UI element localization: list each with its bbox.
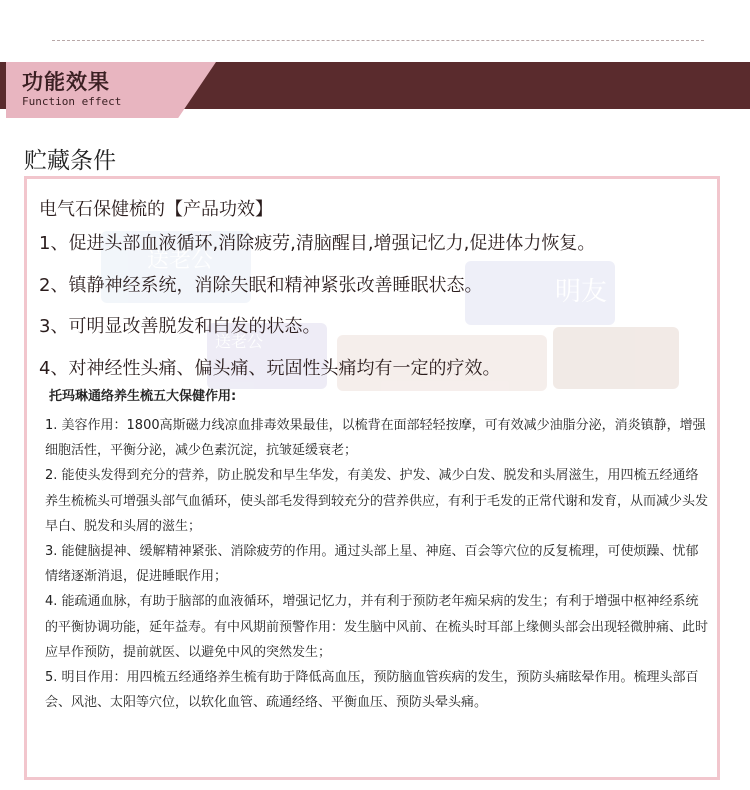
watermark-label: 送老公 [215, 332, 264, 351]
header-subtitle: Function effect [22, 95, 122, 108]
top-divider [52, 40, 704, 41]
list-item: 4、对神经性头痛、偏头痛、玩固性头痛均有一定的疗效。 [39, 357, 501, 379]
paragraph: 1. 美容作用：1800高斯磁力线凉血排毒效果最佳，以梳背在面部轻轻按摩，可有效减少油脂分泌，消炎镇静，增强细胞活性，平衡分泌，减少色素沉淀，抗皱延缓衰老； [45, 418, 706, 459]
paragraph: 3. 能健脑提神、缓解精神紧张、消除疲劳的作用。通过头部上星、神庭、百会等穴位的反复梳理，可使烦躁、忧郁情绪逐渐消退，促进睡眠作用； [45, 544, 699, 585]
paragraph: 5. 明目作用：用四梳五经通络养生梳有助于降低高血压，预防脑血管疾病的发生，预防头痛眩晕作用。梳理头部百会、风池、太阳等穴位，以软化血管、疏通经络、平衡血压、预防头晕头痛。 [45, 670, 699, 711]
list-item: 3、可明显改善脱发和白发的状态。 [39, 316, 321, 337]
main-effects-list [39, 233, 595, 399]
list-item: 1、促进头部血液循环,消除疲劳,清脑醒目,增强记忆力,促进体力恢复。 [39, 233, 596, 254]
watermark-label: 送老公 [147, 248, 214, 273]
header-title: 功能效果 [22, 70, 110, 94]
content-box [24, 176, 720, 780]
section-heading: 贮藏条件 [24, 148, 116, 174]
sub-title: 托玛琳通络养生梳五大保健作用: [49, 389, 237, 404]
watermark-label: 明友 [555, 277, 608, 307]
paragraph: 2. 能使头发得到充分的营养，防止脱发和早生华发，有美发、护发、减少白发、脱发和头屑滋生，用四梳五经通络养生梳梳头可增强头部气血循环，使头部毛发得到较充分的营养供应，有利于毛发的正常代谢和发育，从而减少头发早白、脱发和头屑的滋生； [45, 468, 709, 534]
list-item: 2、镇静神经系统，消除失眠和精神紧张改善睡眠状态。 [39, 274, 483, 296]
body-text [45, 413, 710, 715]
paragraph: 4. 能疏通血脉，有助于脑部的血液循环，增强记忆力，并有利于预防老年痴呆病的发生；有利于增强中枢神经系统的平衡协调功能，延年益寿。有中风期前预警作用：发生脑中风前、在梳头时耳部上缘侧头部会出现轻微肿痛、此时应早作预防，提前就医、以避免中风的突然发生； [45, 594, 709, 660]
box-title: 电气石保健梳的【产品功效】 [39, 199, 273, 220]
